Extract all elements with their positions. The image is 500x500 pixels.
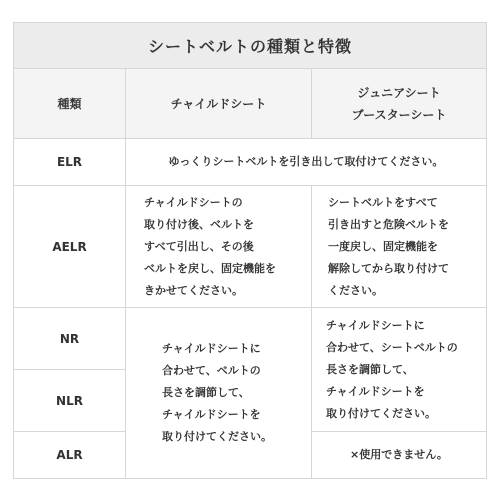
elr-description-text: ゆっくりシートベルトを引き出して取付けてください。 [168, 155, 444, 168]
row-label-alr [14, 432, 126, 478]
nr-nlr-alr-child-seat-text: チャイルドシートに 合わせて、ベルトの 長さを調節して、 チャイルドシートを 取り付けてください。 [162, 342, 272, 443]
nr-nlr-junior-seat-text: チャイルドシートに 合わせて、シートベルトの 長さを調節して、 チャイルドシートを 取り付けてください。 [326, 318, 458, 420]
row-label-nr [14, 308, 126, 370]
nr-nlr-junior-seat [312, 308, 486, 432]
row-label-nr-text: NR [59, 331, 80, 346]
row-label-aelr-text: AELR [52, 239, 87, 254]
header-junior-seat [312, 69, 486, 139]
header-child-seat-text: チャイルドシート [170, 96, 267, 111]
header-type [14, 69, 126, 139]
aelr-junior-seat [312, 186, 486, 308]
row-label-aelr [14, 186, 126, 308]
row-label-elr-text: ELR [56, 155, 83, 169]
elr-description [126, 139, 486, 186]
table-title-text: シートベルトの種類と特徴 [147, 37, 352, 56]
aelr-child-seat [126, 186, 312, 308]
alr-junior-seat [312, 432, 486, 478]
aelr-child-seat-text: チャイルドシートの 取り付け後、ベルトを すべて引出し、その後 ベルトを戻し、固定機能を きかせてください。 [144, 195, 276, 297]
row-label-elr [14, 139, 126, 186]
seatbelt-table [13, 22, 487, 479]
row-label-alr-text: ALR [56, 448, 83, 462]
aelr-junior-seat-text: シートベルトをすべて 引き出すと危険ベルトを 一度戻し、固定機能を 解除してから取り付けて ください。 [328, 195, 449, 297]
table-title [14, 23, 486, 69]
header-child-seat [126, 69, 312, 139]
row-label-nlr-text: NLR [56, 393, 83, 408]
header-junior-seat-text: ジュニアシート ブースターシート [351, 85, 447, 122]
nr-nlr-alr-child-seat [126, 308, 312, 478]
row-label-nlr [14, 370, 126, 432]
alr-junior-seat-text: ×使用できません。 [350, 448, 448, 461]
header-type-text: 種類 [57, 96, 82, 111]
